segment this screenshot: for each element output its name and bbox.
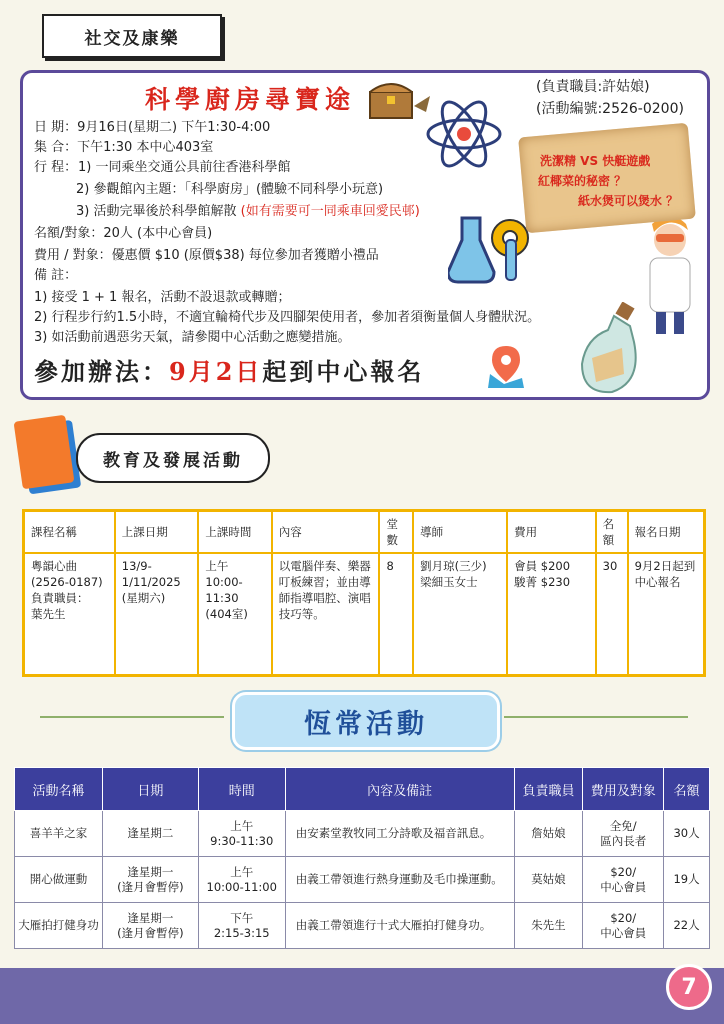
col-fee: 費用 — [507, 511, 596, 554]
activity-time — [198, 903, 285, 949]
activity-fee — [583, 857, 664, 903]
col-day: 日期 — [102, 768, 198, 811]
activity-quota: 30人 — [664, 811, 710, 857]
activity-name: 大雁拍打健身功 — [15, 903, 103, 949]
col-date: 上課日期 — [115, 511, 199, 554]
course-fee-1: 會員 $200 — [514, 559, 571, 573]
col-tutor: 導師 — [413, 511, 507, 554]
location-pin-icon — [486, 344, 526, 390]
col-fee-target: 費用及對象 — [583, 768, 664, 811]
activity-day-main: 逢星期一 — [127, 864, 174, 879]
activity-time — [198, 857, 285, 903]
table-row — [24, 553, 705, 676]
event-title: 科學廚房尋寶途 — [145, 85, 356, 114]
activity-time-1: 上午 — [230, 818, 254, 833]
course-table — [22, 509, 706, 677]
activity-day — [102, 903, 198, 949]
table-row — [15, 903, 710, 949]
notebook-icon — [14, 415, 75, 490]
activity-fee-2: 區內長者 — [600, 833, 647, 848]
col-lessons: 堂數 — [379, 511, 413, 554]
itinerary-2: 2) 參觀館內主題：「科學廚房」(體驗不同科學小玩意) — [76, 182, 384, 197]
course-code: (2526-0187) — [31, 575, 103, 589]
activity-time-2: 2:15-3:15 — [213, 925, 270, 940]
col-content: 內容 — [272, 511, 380, 554]
col-staff: 負責職員 — [514, 768, 583, 811]
course-name-cell — [24, 553, 115, 676]
course-signup: 9月2日起到中心報名 — [628, 553, 705, 676]
activity-content: 由義工帶領進行熱身運動及毛巾操運動。 — [285, 857, 514, 903]
remark-2: 2) 行程步行約1.5小時，不適宜輪椅代步及四腳架使用者，參加者須衡量個人身體狀況。 — [34, 310, 541, 325]
section-title-education: 教育及發展活動 — [76, 433, 270, 483]
col-activity-name: 活動名稱 — [15, 768, 103, 811]
itinerary-3 — [76, 200, 420, 219]
activity-time-1: 下午 — [230, 910, 254, 925]
regular-header-row — [15, 768, 710, 811]
table-row — [15, 857, 710, 903]
signup-method — [34, 352, 424, 387]
activity-day-main: 逢星期二 — [127, 826, 174, 840]
itinerary-label: 行 程： — [34, 160, 78, 175]
activity-day — [102, 857, 198, 903]
col-hour: 時間 — [198, 768, 285, 811]
course-time-cell — [198, 553, 271, 676]
signup-date: 9月2日 — [169, 357, 263, 386]
event-contact — [536, 76, 684, 120]
vine-divider-left — [40, 716, 224, 718]
activity-time-2: 10:00-11:00 — [206, 879, 277, 894]
col-signup: 報名日期 — [628, 511, 705, 554]
scroll-line-3: 紙水煲可以煲水 ？ — [578, 194, 679, 208]
activity-fee-2: 中心會員 — [600, 879, 647, 894]
remark-3: 3) 如活動前遇惡劣天氣，請參閱中心活動之應變措施。 — [34, 330, 351, 345]
itinerary-note: (如有需要可一同乘車回愛民邨) — [240, 204, 420, 219]
activity-fee-2: 中心會員 — [600, 925, 647, 940]
scroll-line-1: 洗潔精 VS 快艇遊戲 — [540, 154, 651, 168]
col-time: 上課時間 — [198, 511, 271, 554]
activity-time — [198, 811, 285, 857]
course-time-3: 11:30 — [205, 591, 239, 605]
course-time-2: 10:00- — [205, 575, 243, 589]
event-date: 日 期：9月16日(星期二) 下午1:30-4:00 — [34, 120, 271, 135]
activity-fee-1: $20/ — [610, 864, 637, 879]
remarks-label: 備 註： — [34, 268, 78, 283]
section-title-social: 社交及康樂 — [42, 14, 222, 58]
activity-name: 喜羊羊之家 — [15, 811, 103, 857]
activity-day-note: (逢月會暫停) — [117, 925, 184, 940]
signup-prefix: 參加辦法： — [34, 357, 169, 386]
activity-day — [102, 811, 198, 857]
activity-quota: 22人 — [664, 903, 710, 949]
itinerary-1: 1) 一同乘坐交通公具前往香港科學館 — [78, 160, 291, 175]
event-quota: 名額/對象：20人 (本中心會員) — [34, 226, 213, 241]
course-tutor-2: 梁細玉女士 — [420, 575, 478, 589]
activity-day-note: (逢月會暫停) — [117, 879, 184, 894]
course-staff-name: 葉先生 — [31, 607, 66, 621]
course-room: (404室) — [205, 607, 248, 621]
activity-quota: 19人 — [664, 857, 710, 903]
activity-fee-1: 全免/ — [609, 818, 637, 833]
col-course-name: 課程名稱 — [24, 511, 115, 554]
activity-time-1: 上午 — [230, 864, 254, 879]
table-row — [15, 811, 710, 857]
col-capacity: 名額 — [664, 768, 710, 811]
col-remarks: 內容及備註 — [285, 768, 514, 811]
col-quota: 名額 — [596, 511, 628, 554]
course-fee-cell — [507, 553, 596, 676]
page-footer — [0, 968, 724, 1024]
course-weekday: (星期六) — [121, 591, 166, 605]
activity-fee-1: $20/ — [610, 910, 637, 925]
course-quota: 30 — [596, 553, 628, 676]
section-title-regular: 恆常活動 — [232, 692, 500, 750]
activity-staff: 詹姑娘 — [514, 811, 583, 857]
contact-person: (負責職員:許姑娘) — [536, 79, 650, 95]
course-date-cell — [115, 553, 199, 676]
course-staff-label: 負責職員： — [31, 591, 89, 605]
activity-time-2: 9:30-11:30 — [210, 833, 274, 848]
activity-staff: 莫姑娘 — [514, 857, 583, 903]
course-header-row — [24, 511, 705, 554]
activity-staff: 朱先生 — [514, 903, 583, 949]
remark-1: 1) 接受 1 + 1 報名，活動不設退款或轉贈； — [34, 290, 291, 305]
regular-table — [14, 767, 710, 949]
course-lessons: 8 — [379, 553, 413, 676]
activity-day-main: 逢星期一 — [127, 910, 174, 925]
course-date-start: 13/9- — [121, 559, 152, 573]
atom-icon — [424, 94, 504, 174]
vine-divider-right — [504, 716, 688, 718]
scroll-line-2: 紅椰菜的秘密 ？ — [538, 174, 627, 188]
activity-fee — [583, 811, 664, 857]
activity-content: 由安素堂教牧同工分詩歌及福音訊息。 — [285, 811, 514, 857]
activity-name: 開心做運動 — [15, 857, 103, 903]
course-tutor-cell — [413, 553, 507, 676]
event-fee: 費用 / 對象：優惠價 $10 (原價$38) 每位參加者獲贈小禮品 — [34, 248, 379, 263]
activity-code: (活動編號:2526-0200) — [536, 101, 684, 117]
course-time-1: 上午 — [205, 559, 229, 573]
bottle-illustration — [578, 302, 646, 398]
course-fee-2: 駿菁 $230 — [514, 575, 571, 589]
activity-content: 由義工帶領進行十式大雁拍打健身功。 — [285, 903, 514, 949]
activity-fee — [583, 903, 664, 949]
page-number: 7 — [666, 964, 712, 1010]
signup-suffix: 起到中心報名 — [262, 357, 425, 386]
event-gather: 集 合：下午1:30 本中心403室 — [34, 140, 214, 155]
course-name: 粵韻心曲 — [31, 559, 77, 573]
course-content: 以電腦伴奏、樂器叮板練習；並由導師指導唱腔、演唱技巧等。 — [272, 553, 380, 676]
itinerary-3-text: 3) 活動完畢後於科學館解散 — [76, 204, 237, 219]
course-date-end: 1/11/2025 — [121, 575, 181, 589]
course-tutor-1: 劉月琼(三少) — [420, 559, 487, 573]
